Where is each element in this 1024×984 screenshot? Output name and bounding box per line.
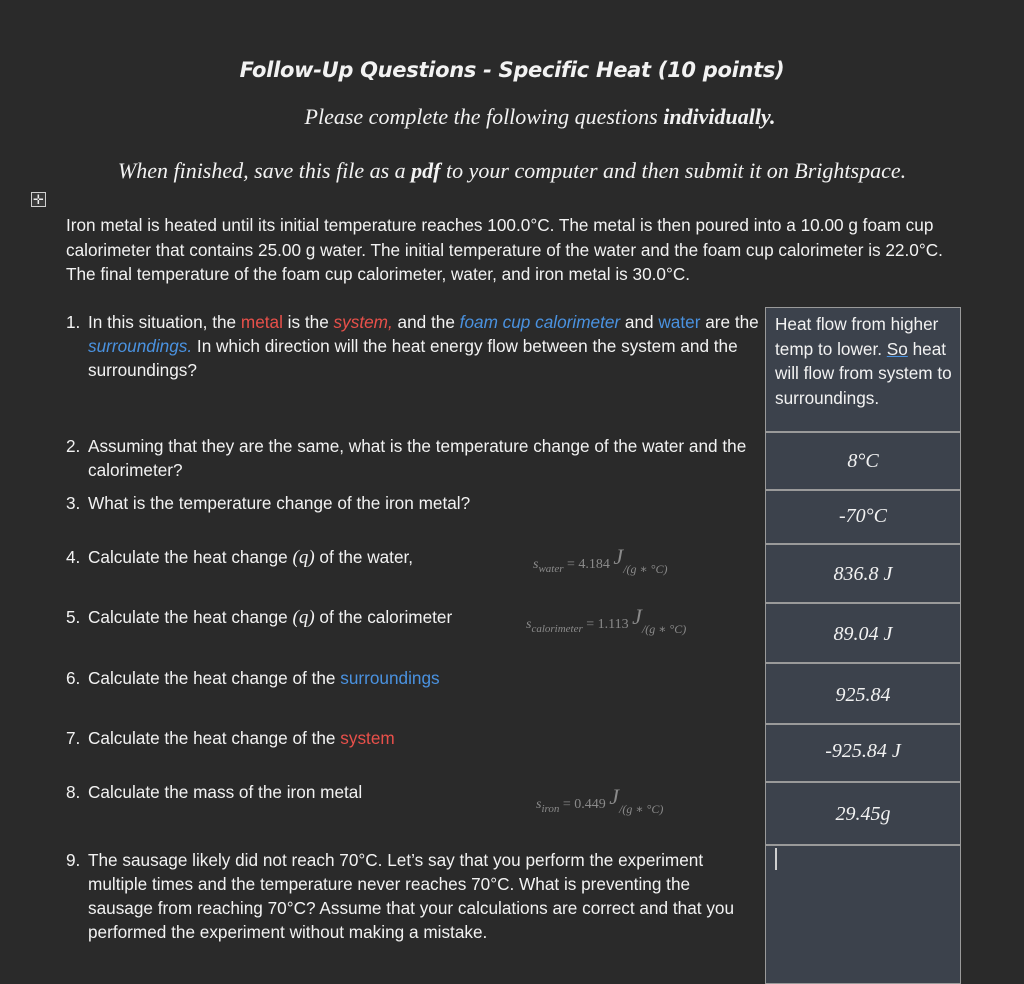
sh-subscript: calorimeter: [531, 623, 583, 635]
answer-4-text: 836.8 J: [833, 563, 893, 585]
question-number: 6.: [66, 668, 81, 688]
q4-text-end: of the water,: [314, 547, 414, 567]
sh-unit-j: J: [632, 604, 642, 629]
q4-variable: (q): [292, 547, 315, 568]
question-text: [66, 545, 526, 570]
instructions-suffix: to your computer and then submit it on Brightspace.: [440, 158, 907, 183]
question-4: [66, 545, 526, 570]
question-number: 9.: [66, 850, 81, 870]
problem-intro: Iron metal is heated until its initial temperature reaches 100.0°C. The metal is then poured into a 10.00 g foam cup calorimeter that contains 25.00 g water. The initial temperature of the water and the foam cup calorimeter is 22.0°C. The final temperature of the foam cup calorimeter, water, and iron metal is 30.0°C.: [66, 215, 943, 284]
question-2: [66, 434, 756, 482]
answer-cell-6[interactable]: [765, 663, 961, 724]
question-text: [66, 310, 766, 382]
q1-text-3: and the: [392, 312, 460, 332]
subtitle-bold: individually.: [663, 104, 776, 129]
question-8: [66, 780, 526, 804]
instructions-text: When finished, save this file as a: [117, 158, 412, 183]
submission-instructions: [0, 158, 1024, 184]
question-text: [66, 605, 526, 630]
answer-cell-1[interactable]: [765, 307, 961, 432]
question-5: [66, 605, 526, 630]
sh-symbol: s: [533, 557, 539, 572]
question-text: [66, 666, 526, 690]
q1-text-4: and: [620, 312, 659, 332]
sh-value: = 4.184: [563, 557, 614, 572]
specific-heat-water: [533, 544, 668, 576]
question-text: Assuming that they are the same, what is the temperature change of the water and the calorimeter?: [88, 436, 747, 480]
question-text: Calculate the mass of the iron metal: [88, 782, 363, 802]
q1-text-6: In which direction will the heat energy flow between the system and the surroundings?: [88, 336, 738, 380]
q4-text: Calculate the heat change: [88, 547, 293, 567]
question-1: [66, 310, 766, 382]
answer-cell-7[interactable]: [765, 724, 961, 782]
q7-text: Calculate the heat change of the: [88, 728, 341, 748]
question-3: [66, 491, 756, 515]
q6-text: Calculate the heat change of the: [88, 668, 341, 688]
sh-value: = 1.113: [582, 617, 633, 632]
q1-system: system,: [333, 312, 393, 332]
question-number: 5.: [66, 607, 81, 627]
question-7: [66, 726, 526, 750]
question-number: 7.: [66, 728, 81, 748]
answer-cell-8[interactable]: [765, 782, 961, 845]
question-number: 2.: [66, 436, 81, 456]
question-9: [66, 848, 756, 944]
instructions-bold: pdf: [411, 158, 441, 183]
answer-cell-5[interactable]: [765, 603, 961, 663]
q1-metal: metal: [240, 312, 283, 332]
answer-1-part-2: heat will flow from system to surroundings.: [775, 338, 952, 408]
answer-1-so: So: [886, 338, 908, 359]
question-number: 8.: [66, 782, 81, 802]
q1-text-2: is the: [282, 312, 334, 332]
question-number: 1.: [66, 312, 81, 332]
sh-unit: /(g ∗ °C): [641, 622, 687, 636]
text-cursor: [775, 848, 777, 870]
subtitle: [0, 104, 1024, 130]
answer-cell-3[interactable]: [765, 490, 961, 544]
q1-surroundings: surroundings.: [88, 336, 193, 356]
question-text: [66, 726, 526, 750]
q1-foam: foam cup calorimeter: [459, 312, 621, 332]
answer-cell-4[interactable]: [765, 544, 961, 603]
q5-text-end: of the calorimeter: [314, 607, 453, 627]
q1-text-1: In this situation, the: [88, 312, 241, 332]
q5-variable: (q): [292, 607, 315, 628]
answer-1-part-1: Heat flow from higher temp to lower.: [775, 314, 939, 359]
sh-unit-j: J: [613, 544, 624, 569]
q1-text-5: are the: [700, 312, 759, 332]
question-text: The sausage likely did not reach 70°C. Let’s say that you perform the experiment multiple times and the temperature never reaches 70°C. What is preventing the sausage from reaching 70°C? Assume that your calculations are correct and that you performed the experiment without making a mistake.: [88, 850, 735, 942]
specific-heat-iron: [536, 784, 664, 816]
sh-symbol: s: [536, 797, 542, 812]
specific-heat-calorimeter: [526, 604, 687, 636]
q5-text: Calculate the heat change: [88, 607, 293, 627]
answer-6-text: 925.84: [835, 684, 891, 706]
question-number: 3.: [66, 493, 81, 513]
question-6: [66, 666, 526, 690]
answer-cell-9[interactable]: [765, 845, 961, 984]
answer-8-text: 29.45g: [835, 803, 891, 825]
answer-1-text: [775, 312, 955, 410]
answer-cell-2[interactable]: [765, 432, 961, 490]
answer-2-text: 8°C: [847, 450, 879, 472]
question-text: What is the temperature change of the iron metal?: [88, 493, 471, 513]
sh-unit-j: J: [609, 784, 620, 809]
sh-subscript: iron: [541, 803, 560, 815]
sh-unit: /(g ∗ °C): [619, 802, 664, 816]
page-title: Follow-Up Questions - Specific Heat (10 points): [239, 58, 785, 82]
sh-symbol: s: [526, 617, 532, 632]
q1-water: water: [658, 312, 701, 332]
answer-3-text: -70°C: [839, 505, 887, 527]
sh-subscript: water: [538, 563, 564, 575]
sh-value: = 0.449: [559, 797, 610, 812]
table-move-handle-icon[interactable]: ✛: [31, 192, 46, 207]
question-number: 4.: [66, 547, 81, 567]
answer-5-text: 89.04 J: [833, 623, 893, 645]
q6-surroundings: surroundings: [340, 668, 440, 688]
sh-unit: /(g ∗ °C): [623, 562, 668, 576]
answer-7-text: -925.84 J: [825, 740, 901, 762]
q7-system: system: [340, 728, 395, 748]
subtitle-text: Please complete the following questions: [304, 104, 664, 129]
